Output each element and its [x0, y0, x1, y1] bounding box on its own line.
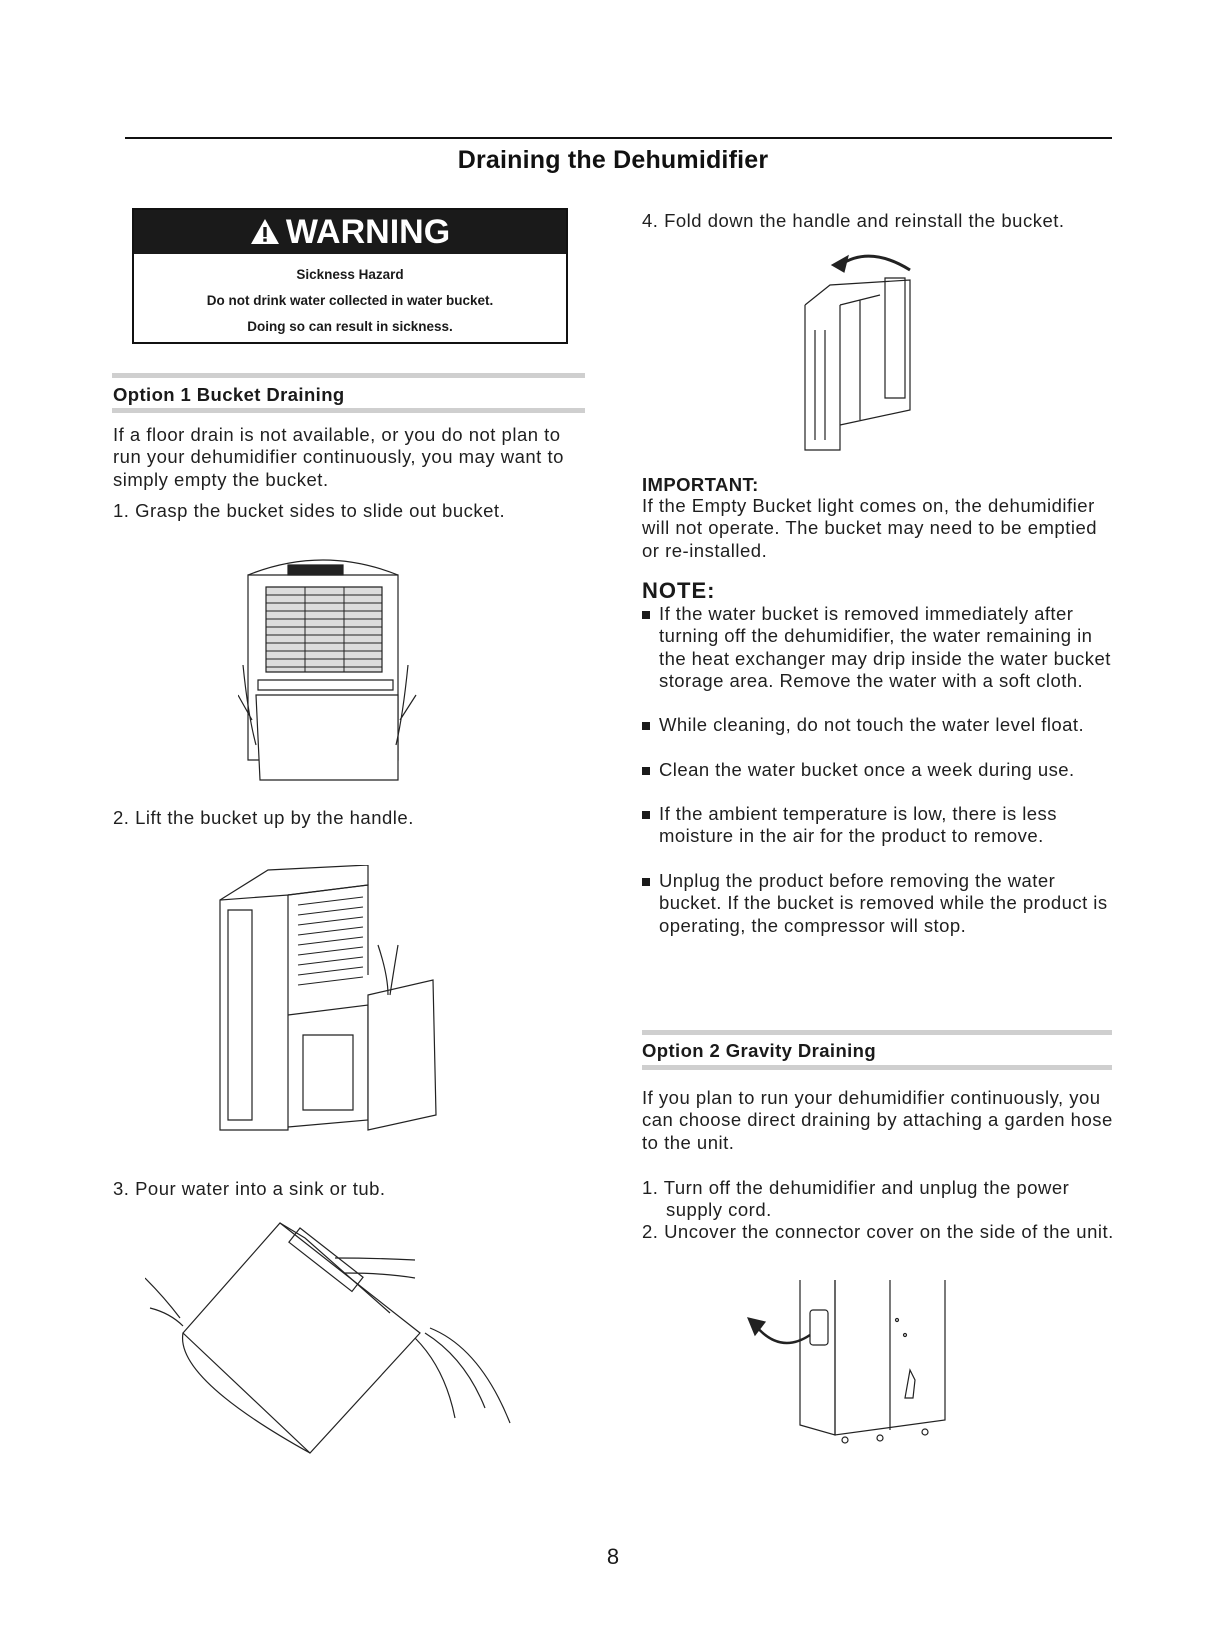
warning-box — [132, 208, 568, 344]
top-rule — [125, 137, 1112, 139]
warning-line: Sickness Hazard — [296, 267, 404, 282]
section-bar — [112, 373, 585, 378]
option2-intro: If you plan to run your dehumidifier continuously, you can choose direct draining by attaching a garden hose to the unit. — [642, 1087, 1113, 1153]
slide-out-bucket-illustration — [238, 545, 418, 785]
bullet-icon — [642, 767, 650, 775]
option2-heading: Option 2 Gravity Draining — [642, 1040, 877, 1061]
page-number: 8 — [606, 1544, 620, 1569]
reinstall-bucket-illustration — [800, 250, 935, 455]
bullet-icon — [642, 811, 650, 819]
warning-line: Doing so can result in sickness. — [247, 319, 453, 334]
bullet-icon — [642, 722, 650, 730]
warning-line: Do not drink water collected in water bucket. — [206, 293, 494, 308]
important-text: If the Empty Bucket light comes on, the dehumidifier will not operate. The bucket may need to be emptied or re-installed. — [642, 495, 1098, 561]
connector-cover-illustration — [745, 1280, 960, 1445]
option1-heading: Option 1 Bucket Draining — [113, 384, 345, 405]
step-4: 4. Fold down the handle and reinstall the bucket. — [642, 210, 1065, 231]
warning-heading: WARNING — [285, 212, 451, 251]
warning-header — [134, 210, 566, 254]
note-item: If the ambient temperature is low, there is less moisture in the air for the product to remove. — [642, 803, 1122, 848]
important-label: IMPORTANT: — [642, 474, 759, 495]
option2-step-2: 2. Uncover the connector cover on the side of the unit. — [642, 1221, 1114, 1242]
step-1: 1. Grasp the bucket sides to slide out bucket. — [113, 500, 506, 521]
option1-intro: If a floor drain is not available, or you do not plan to run your dehumidifier continuously, you may want to simply empty the bucket. — [113, 424, 564, 490]
note-item: If the water bucket is removed immediately after turning off the dehumidifier, the water remaining in the heat exchanger may drip inside the water bucket storage area. Remove the water with a soft cloth. — [642, 603, 1122, 692]
warning-triangle-icon — [250, 217, 280, 247]
option2-step-1: 1. Turn off the dehumidifier and unplug the power supply cord. — [642, 1177, 1070, 1221]
note-item: Unplug the product before removing the water bucket. If the bucket is removed while the product is operating, the compressor will stop. — [642, 870, 1122, 937]
bullet-icon — [642, 878, 650, 886]
page-title: Draining the Dehumidifier — [457, 146, 769, 174]
note-item: While cleaning, do not touch the water level float. — [642, 714, 1122, 736]
section-bar — [112, 408, 585, 413]
lift-bucket-illustration — [218, 865, 443, 1140]
section-bar — [642, 1065, 1112, 1070]
pour-water-illustration — [145, 1218, 525, 1463]
step-3: 3. Pour water into a sink or tub. — [113, 1178, 386, 1199]
bullet-icon — [642, 611, 650, 619]
note-label: NOTE: — [642, 578, 716, 603]
section-bar — [642, 1030, 1112, 1035]
note-item: Clean the water bucket once a week during use. — [642, 759, 1122, 781]
step-2: 2. Lift the bucket up by the handle. — [113, 807, 414, 828]
